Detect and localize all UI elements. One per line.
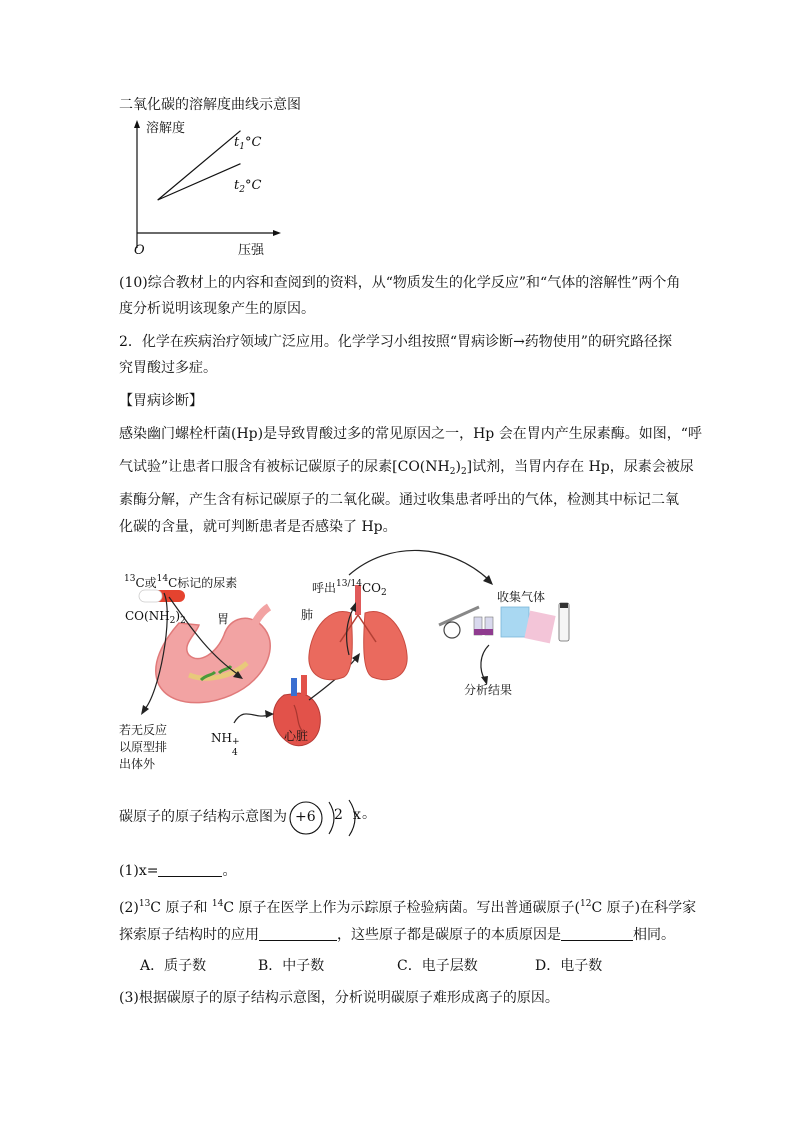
q10-line2: 度分析说明该现象产生的原因。 — [119, 301, 315, 317]
option-d[interactable]: D．电子数 — [535, 958, 603, 974]
urea-formula: $CO(NH_2)_2$ — [125, 609, 186, 626]
atom-caption: 碳原子的原子结构示意图为 — [119, 809, 287, 825]
collection-devices-icon — [439, 603, 569, 643]
option-c[interactable]: C．电子层数 — [397, 958, 478, 974]
para-line3: 素酶分解，产生含有标记碳原子的二氧化碳。通过收集患者呼出的气体，检测其中标记二氧 — [119, 492, 679, 508]
q1-answer-blank[interactable] — [158, 862, 222, 877]
collect-label: 收集气体 — [497, 590, 546, 604]
series-label-t2: $t_2^\circ C$ — [234, 178, 262, 195]
option-a[interactable]: A．质子数 — [140, 958, 207, 974]
q2-intro-line1: 2．化学在疾病治疗领域广泛应用。化学学习小组按照“胃病诊断→药物使用”的研究路径探 — [119, 334, 672, 350]
q2-line1: $(2)^{13}C$ 原子和 $^{14}$C 原子在医学上作为示踪原子检验病菌。写出普通碳原子($^{12}$C 原子)在科学家 — [119, 899, 697, 916]
x-axis-arrow-icon — [273, 230, 281, 236]
q2-answer-blank-2[interactable] — [561, 926, 633, 941]
q2-line2: 探索原子结构时的应用 ，这些原子都是碳原子的本质原因是 相同。 — [119, 927, 675, 943]
chart-title: 二氧化碳的溶解度曲线示意图 — [119, 97, 301, 113]
arrow-to-collect — [349, 550, 489, 580]
q3: (3)根据碳原子的原子结构示意图，分析说明碳原子难形成离子的原因。 — [119, 990, 559, 1006]
q1: (1)x= 。 — [119, 863, 237, 879]
x-axis-label: 压强 — [238, 243, 265, 258]
arrow-down-icon — [141, 705, 149, 715]
section-title: 【胃病诊断】 — [119, 393, 203, 409]
pill-icon — [139, 590, 185, 602]
series-label-t1: $t_1^\circ C$ — [234, 135, 262, 152]
para-line4: 化碳的含量，就可判断患者是否感染了 Hp。 — [119, 519, 397, 535]
analyze-label: 分析结果 — [464, 683, 513, 697]
q10-line1: (10)综合教材上的内容和查阅到的资料，从“物质发生的化学反应”和“气体的溶解性”两个角 — [119, 275, 681, 291]
q2-answer-blank-1[interactable] — [259, 926, 337, 941]
q2-intro-line2: 究胃酸过多症。 — [119, 360, 217, 376]
para-line2: 气试验”让患者口服含有被标记碳原子的尿素$[CO(NH_2)_2]$试剂，当胃内存在 Hp，尿素会被尿 — [119, 459, 694, 477]
exhale-label: 呼出$^{13/14}CO_2$ — [312, 579, 387, 598]
nucleus-charge: +6 — [295, 809, 316, 825]
stomach-label: 胃 — [217, 612, 230, 626]
nh4-label: NH + 4 — [211, 731, 240, 758]
no-reaction-label: 若无反应 以原型排 出体外 — [119, 723, 168, 771]
lung-label: 肺 — [301, 608, 314, 622]
origin-label: O — [134, 243, 145, 258]
series-line-1 — [158, 131, 241, 200]
atom-caption-end: 。 — [362, 806, 376, 822]
heart-label: 心脏 — [284, 729, 309, 743]
shell1-electrons: 2 — [334, 807, 343, 823]
series-line-2 — [158, 164, 241, 200]
y-axis-label: 溶解度 — [146, 121, 186, 136]
y-axis-arrow-icon — [134, 120, 140, 128]
option-b[interactable]: B．中子数 — [258, 958, 325, 974]
urea-label: $^{13}$C或$^{14}$C标记的尿素 — [124, 574, 238, 590]
shell2-electrons: x — [353, 807, 361, 823]
para-line1: 感染幽门螺栓杆菌(Hp)是导致胃酸过多的常见原因之一，Hp 会在胃内产生尿素酶。如图，“呼 — [119, 426, 702, 442]
